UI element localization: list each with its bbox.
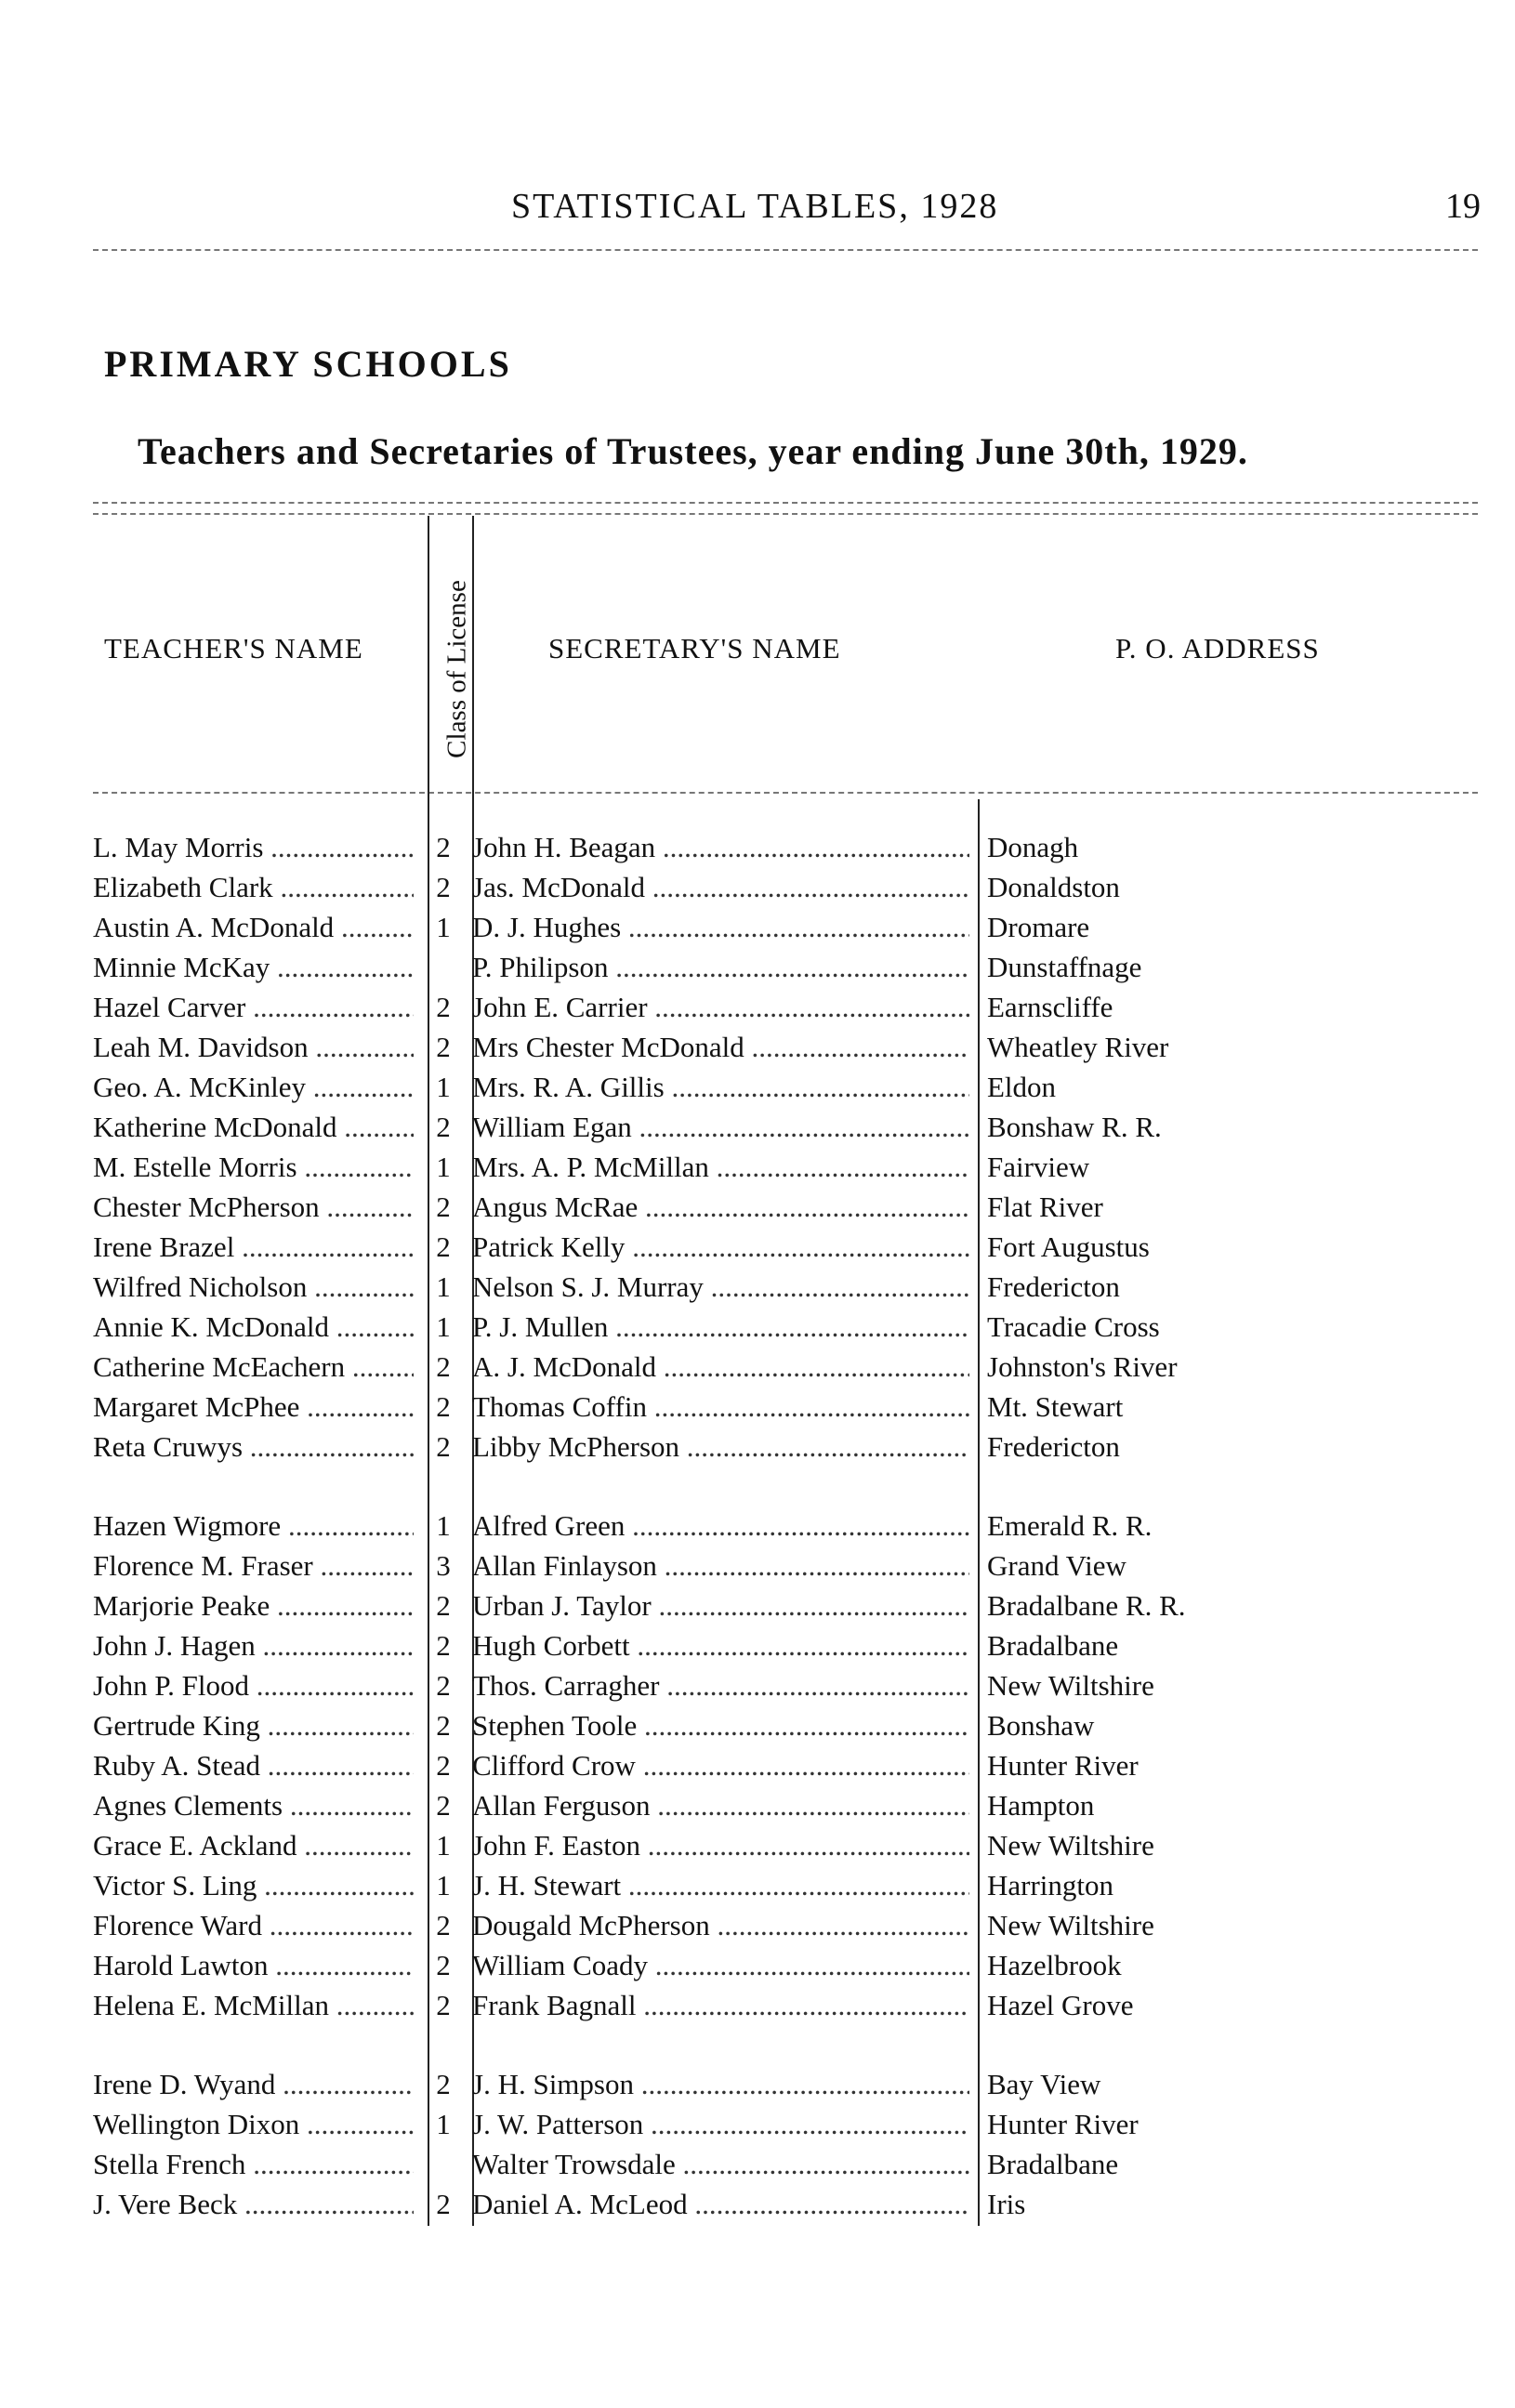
secretary-name: Libby McPherson ..... — [472, 1427, 969, 1467]
teacher-name: Catherine McEachern ..... — [93, 1347, 414, 1387]
column-header-teacher: TEACHER'S NAME — [104, 632, 363, 665]
secretary-name: Mrs. R. A. Gillis ..... — [472, 1067, 969, 1107]
teacher-name: Wilfred Nicholson ..... — [93, 1267, 414, 1307]
license-class: 2 — [436, 1191, 451, 1223]
po-address: New Wiltshire — [987, 1909, 1154, 1941]
po-address: Bradalbane — [987, 2148, 1119, 2180]
license-class: 1 — [436, 2108, 451, 2140]
table-row — [0, 907, 1515, 947]
po-address: Donagh — [987, 831, 1079, 863]
table-row — [0, 1187, 1515, 1227]
teacher-name: M. Estelle Morris ..... — [93, 1147, 414, 1187]
secretary-name: John H. Beagan ..... — [472, 827, 969, 867]
po-address: Dromare — [987, 911, 1090, 943]
po-address: Tracadie Cross — [987, 1310, 1160, 1343]
license-class: 2 — [436, 1789, 451, 1822]
secretary-name: Jas. McDonald ..... — [472, 867, 969, 907]
license-class: 2 — [436, 1989, 451, 2021]
po-address: Hampton — [987, 1789, 1095, 1822]
po-address: Hunter River — [987, 1749, 1139, 1782]
secretary-name: Angus McRae ..... — [472, 1187, 969, 1227]
license-class: 2 — [436, 1709, 451, 1742]
column-header-license: Class of License — [441, 580, 472, 758]
license-class: 1 — [436, 1310, 451, 1343]
table-row — [0, 1267, 1515, 1307]
license-class: 2 — [436, 1390, 451, 1423]
license-class: 2 — [436, 2188, 451, 2220]
running-title: STATISTICAL TABLES, 1928 — [511, 187, 999, 226]
po-address: Hazel Grove — [987, 1989, 1134, 2021]
po-address: Hunter River — [987, 2108, 1139, 2140]
teacher-name: Ruby A. Stead ..... — [93, 1745, 414, 1785]
table-row — [0, 1506, 1515, 1546]
po-address: New Wiltshire — [987, 1829, 1154, 1862]
secretary-name: J. W. Patterson ..... — [472, 2104, 969, 2144]
secretary-name: William Coady ..... — [472, 1945, 969, 1985]
po-address: Grand View — [987, 1549, 1126, 1582]
license-class: 1 — [436, 1829, 451, 1862]
teacher-name: Agnes Clements ..... — [93, 1785, 414, 1825]
license-class: 2 — [436, 991, 451, 1023]
table-row — [0, 1865, 1515, 1905]
license-class: 2 — [436, 2068, 451, 2100]
table-top-rule-2 — [93, 513, 1478, 515]
teacher-name: J. Vere Beck ..... — [93, 2184, 414, 2224]
table-row — [0, 1307, 1515, 1347]
teacher-name: Irene Brazel ..... — [93, 1227, 414, 1267]
header-bottom-rule — [93, 792, 1478, 794]
license-class: 1 — [436, 1509, 451, 1542]
teacher-name: Minnie McKay ..... — [93, 947, 414, 987]
table-row — [0, 1586, 1515, 1625]
table-row — [0, 2184, 1515, 2224]
table-row — [0, 1227, 1515, 1267]
license-class: 1 — [436, 1869, 451, 1901]
license-class: 2 — [436, 1949, 451, 1981]
license-class: 2 — [436, 1031, 451, 1063]
table-row — [0, 1067, 1515, 1107]
teacher-name: John J. Hagen ..... — [93, 1625, 414, 1665]
license-class: 2 — [436, 1350, 451, 1383]
running-header — [0, 186, 1515, 232]
license-class: 3 — [436, 1549, 451, 1582]
teacher-name: Hazen Wigmore ..... — [93, 1506, 414, 1546]
table-row — [0, 947, 1515, 987]
table-row — [0, 867, 1515, 907]
teacher-name: Geo. A. McKinley ..... — [93, 1067, 414, 1107]
teacher-name: Annie K. McDonald ..... — [93, 1307, 414, 1347]
po-address: Bradalbane R. R. — [987, 1589, 1186, 1622]
teacher-name: John P. Flood ..... — [93, 1665, 414, 1705]
teacher-name: Reta Cruwys ..... — [93, 1427, 414, 1467]
page-number: 19 — [1445, 187, 1481, 226]
column-header-address: P. O. ADDRESS — [1115, 632, 1320, 665]
license-class: 1 — [436, 1071, 451, 1103]
po-address: Iris — [987, 2188, 1026, 2220]
secretary-name: P. Philipson ..... — [472, 947, 969, 987]
secretary-name: D. J. Hughes ..... — [472, 907, 969, 947]
license-class: 2 — [436, 1230, 451, 1263]
teacher-name: Austin A. McDonald ..... — [93, 907, 414, 947]
teacher-name: Florence M. Fraser ..... — [93, 1546, 414, 1586]
po-address: Bradalbane — [987, 1629, 1119, 1662]
teacher-name: Irene D. Wyand ..... — [93, 2064, 414, 2104]
table-row — [0, 2064, 1515, 2104]
teacher-name: Katherine McDonald ..... — [93, 1107, 414, 1147]
table-row — [0, 1985, 1515, 2025]
secretary-name: P. J. Mullen ..... — [472, 1307, 969, 1347]
teacher-name: Hazel Carver ..... — [93, 987, 414, 1027]
po-address: Johnston's River — [987, 1350, 1178, 1383]
po-address: Bonshaw R. R. — [987, 1111, 1162, 1143]
table-row — [0, 1945, 1515, 1985]
table-row — [0, 1905, 1515, 1945]
table-row — [0, 1147, 1515, 1187]
po-address: Fredericton — [987, 1430, 1120, 1463]
table-row — [0, 987, 1515, 1027]
secretary-name: J. H. Simpson ..... — [472, 2064, 969, 2104]
license-class: 2 — [436, 1430, 451, 1463]
secretary-name: Stephen Toole ..... — [472, 1705, 969, 1745]
secretary-name: Nelson S. J. Murray ..... — [472, 1267, 969, 1307]
license-class: 2 — [436, 1669, 451, 1702]
header-rule — [93, 249, 1478, 251]
license-class: 2 — [436, 1589, 451, 1622]
license-class: 1 — [436, 1270, 451, 1303]
table-row — [0, 2104, 1515, 2144]
secretary-name: Mrs Chester McDonald ..... — [472, 1027, 969, 1067]
table-row — [0, 1705, 1515, 1745]
table-row — [0, 1785, 1515, 1825]
teacher-name: Helena E. McMillan ..... — [93, 1985, 414, 2025]
po-address: New Wiltshire — [987, 1669, 1154, 1702]
table-row — [0, 1107, 1515, 1147]
teacher-name: Stella French ..... — [93, 2144, 414, 2184]
po-address: Harrington — [987, 1869, 1114, 1901]
po-address: Hazelbrook — [987, 1949, 1122, 1981]
table-row — [0, 1027, 1515, 1067]
secretary-name: Clifford Crow ..... — [472, 1745, 969, 1785]
secretary-name: Daniel A. McLeod ..... — [472, 2184, 969, 2224]
secretary-name: Dougald McPherson ..... — [472, 1905, 969, 1945]
table-row — [0, 1347, 1515, 1387]
po-address: Eldon — [987, 1071, 1057, 1103]
secretary-name: J. H. Stewart ..... — [472, 1865, 969, 1905]
license-class: 2 — [436, 1909, 451, 1941]
secretary-name: Allan Ferguson ..... — [472, 1785, 969, 1825]
po-address: Donaldston — [987, 871, 1120, 903]
table-subtitle: Teachers and Secretaries of Trustees, year ending June 30th, 1929. — [138, 430, 1248, 472]
secretary-name: John E. Carrier ..... — [472, 987, 969, 1027]
table-row — [0, 1546, 1515, 1586]
license-class: 1 — [436, 1151, 451, 1183]
po-address: Dunstaffnage — [987, 951, 1142, 983]
secretary-name: Frank Bagnall ..... — [472, 1985, 969, 2025]
table-row — [0, 2144, 1515, 2184]
po-address: Flat River — [987, 1191, 1103, 1223]
license-class: 2 — [436, 1111, 451, 1143]
po-address: Fairview — [987, 1151, 1090, 1183]
license-class: 1 — [436, 911, 451, 943]
secretary-name: Allan Finlayson ..... — [472, 1546, 969, 1586]
teacher-name: Elizabeth Clark ..... — [93, 867, 414, 907]
secretary-name: A. J. McDonald ..... — [472, 1347, 969, 1387]
table-row — [0, 827, 1515, 867]
teacher-name: Margaret McPhee ..... — [93, 1387, 414, 1427]
teacher-name: L. May Morris ..... — [93, 827, 414, 867]
secretary-name: John F. Easton ..... — [472, 1825, 969, 1865]
column-header-secretary: SECRETARY'S NAME — [548, 632, 841, 665]
license-class: 2 — [436, 1629, 451, 1662]
teacher-name: Florence Ward ..... — [93, 1905, 414, 1945]
teacher-name: Chester McPherson ..... — [93, 1187, 414, 1227]
table-row — [0, 1625, 1515, 1665]
po-address: Fort Augustus — [987, 1230, 1150, 1263]
secretary-name: William Egan ..... — [472, 1107, 969, 1147]
secretary-name: Urban J. Taylor ..... — [472, 1586, 969, 1625]
teacher-name: Marjorie Peake ..... — [93, 1586, 414, 1625]
teacher-name: Leah M. Davidson ..... — [93, 1027, 414, 1067]
secretary-name: Mrs. A. P. McMillan ..... — [472, 1147, 969, 1187]
table-top-rule — [93, 502, 1478, 504]
teacher-name: Harold Lawton ..... — [93, 1945, 414, 1985]
po-address: Wheatley River — [987, 1031, 1169, 1063]
table-row — [0, 1745, 1515, 1785]
po-address: Earnscliffe — [987, 991, 1113, 1023]
teacher-name: Victor S. Ling ..... — [93, 1865, 414, 1905]
license-class: 2 — [436, 1749, 451, 1782]
table-row — [0, 1665, 1515, 1705]
po-address: Bay View — [987, 2068, 1101, 2100]
secretary-name: Thomas Coffin ..... — [472, 1387, 969, 1427]
secretary-name: Alfred Green ..... — [472, 1506, 969, 1546]
po-address: Mt. Stewart — [987, 1390, 1124, 1423]
secretary-name: Hugh Corbett ..... — [472, 1625, 969, 1665]
po-address: Bonshaw — [987, 1709, 1095, 1742]
section-title: PRIMARY SCHOOLS — [104, 343, 512, 385]
table-row — [0, 1825, 1515, 1865]
license-class: 2 — [436, 871, 451, 903]
teacher-name: Gertrude King ..... — [93, 1705, 414, 1745]
secretary-name: Walter Trowsdale ..... — [472, 2144, 969, 2184]
po-address: Fredericton — [987, 1270, 1120, 1303]
table-row — [0, 1387, 1515, 1427]
secretary-name: Thos. Carragher ..... — [472, 1665, 969, 1705]
secretary-name: Patrick Kelly ..... — [472, 1227, 969, 1267]
teacher-name: Grace E. Ackland ..... — [93, 1825, 414, 1865]
teacher-name: Wellington Dixon ..... — [93, 2104, 414, 2144]
table-row — [0, 1427, 1515, 1467]
license-class: 2 — [436, 831, 451, 863]
po-address: Emerald R. R. — [987, 1509, 1153, 1542]
